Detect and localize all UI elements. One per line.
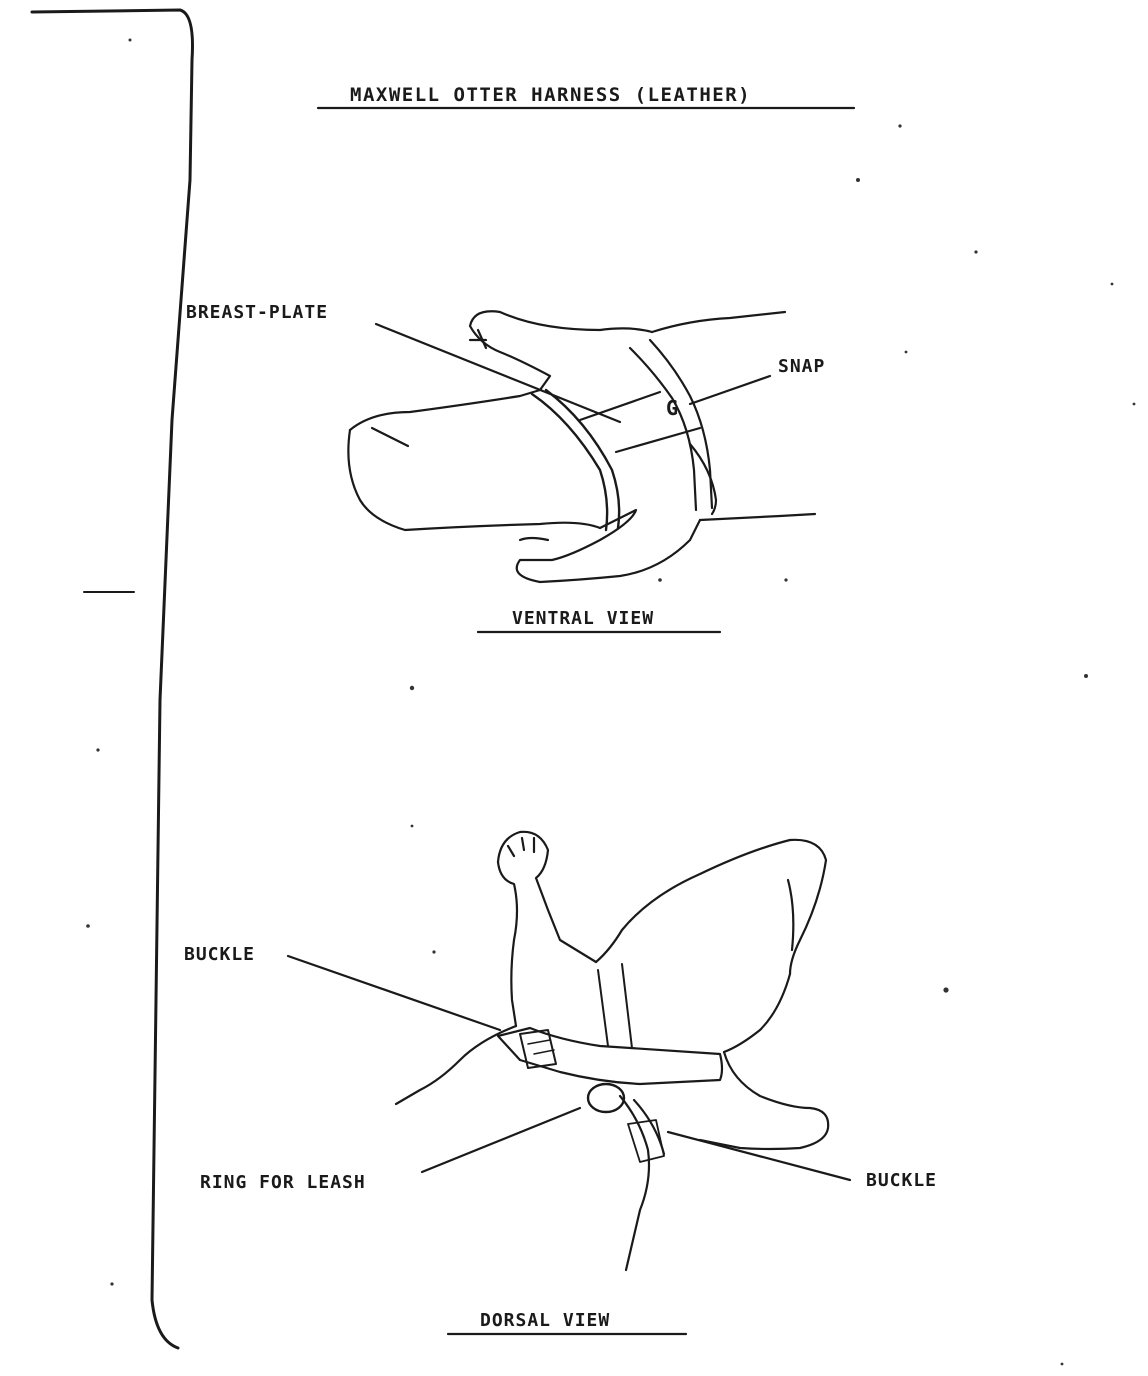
- snap-leader: [690, 376, 770, 404]
- buckle-upper-leader: [288, 956, 500, 1030]
- breast-plate-label: BREAST-PLATE: [186, 302, 329, 323]
- buckle-upper-label: BUCKLE: [184, 944, 256, 965]
- ring-for-leash-label: RING FOR LEASH: [200, 1172, 366, 1193]
- buckle-lower-label: BUCKLE: [866, 1170, 938, 1191]
- scan-speckles: [86, 39, 1135, 1366]
- snap-glyph: G: [666, 396, 680, 420]
- dorsal-view-caption: DORSAL VIEW: [480, 1310, 611, 1331]
- margin-bracket: [32, 10, 193, 1348]
- ring-leader: [422, 1108, 580, 1172]
- snap-label: SNAP: [778, 356, 826, 377]
- ventral-view-caption: VENTRAL VIEW: [512, 608, 655, 629]
- dorsal-otter-drawing: [396, 832, 828, 1270]
- document-title: MAXWELL OTTER HARNESS (LEATHER): [350, 84, 752, 106]
- ventral-otter-drawing: [348, 311, 815, 582]
- breast-plate-leader: [376, 324, 620, 422]
